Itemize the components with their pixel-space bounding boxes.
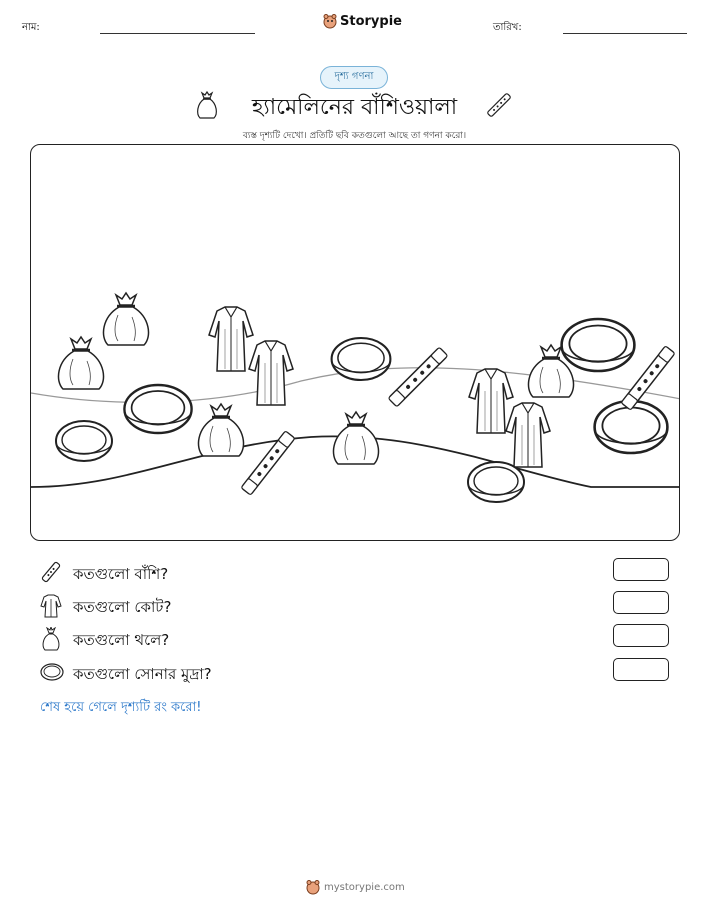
- brand-logo: [323, 13, 402, 29]
- bag-item: [58, 337, 103, 389]
- question-text: কতগুলো থলে?: [73, 631, 170, 649]
- coin-item: [468, 462, 524, 502]
- bag-icon: [40, 627, 62, 655]
- flute-icon: [484, 90, 514, 124]
- coin-item: [332, 338, 391, 380]
- flute-icon: [40, 561, 62, 587]
- answer-box-flutes[interactable]: [613, 558, 669, 581]
- answer-box-coins[interactable]: [613, 658, 669, 681]
- footer: [306, 879, 405, 895]
- question-row-coats: [40, 594, 672, 618]
- finish-note: শেষ হয়ে গেলে দৃশ্যটি রং করো!: [40, 700, 202, 715]
- coat-item: [249, 341, 293, 405]
- counting-scene: [30, 144, 680, 541]
- page-title: হ্যামেলিনের বাঁশিওয়ালা: [251, 95, 458, 120]
- scene-illustration: [31, 145, 680, 541]
- question-text: কতগুলো কোট?: [73, 598, 172, 616]
- date-label: তারিখ:: [493, 22, 522, 33]
- coin-item: [124, 385, 191, 433]
- coat-item: [506, 403, 550, 467]
- answer-box-bags[interactable]: [613, 624, 669, 647]
- answer-box-coats[interactable]: [613, 591, 669, 614]
- date-field[interactable]: [563, 33, 687, 34]
- bag-item: [198, 404, 243, 456]
- brand-name: Storypie: [340, 13, 402, 29]
- category-badge: দৃশ্য গণনা: [320, 66, 388, 89]
- storypie-mascot-icon: [323, 13, 337, 29]
- storypie-mascot-icon: [306, 879, 320, 895]
- coin-icon: [40, 661, 64, 687]
- bag-item: [103, 293, 148, 345]
- question-text: কতগুলো সোনার মুদ্রা?: [73, 665, 212, 683]
- question-row-coins: [40, 661, 672, 685]
- bag-item: [333, 412, 378, 464]
- footer-url[interactable]: mystorypie.com: [324, 881, 405, 893]
- coat-item: [209, 307, 253, 371]
- flute-item: [241, 431, 295, 495]
- coat-item: [469, 369, 513, 433]
- question-row-flutes: [40, 561, 672, 585]
- question-text: কতগুলো বাঁশি?: [73, 565, 169, 583]
- coin-item: [56, 421, 112, 461]
- flute-item: [388, 347, 447, 406]
- coat-icon: [40, 594, 62, 622]
- question-row-bags: [40, 627, 672, 651]
- instruction-text: ব্যস্ত দৃশ্যটি দেখো। প্রতিটি ছবি কতগুলো আছে তা গণনা করো।: [242, 131, 467, 141]
- name-field[interactable]: [100, 33, 255, 34]
- name-label: নাম:: [22, 22, 40, 33]
- coin-item: [562, 319, 635, 371]
